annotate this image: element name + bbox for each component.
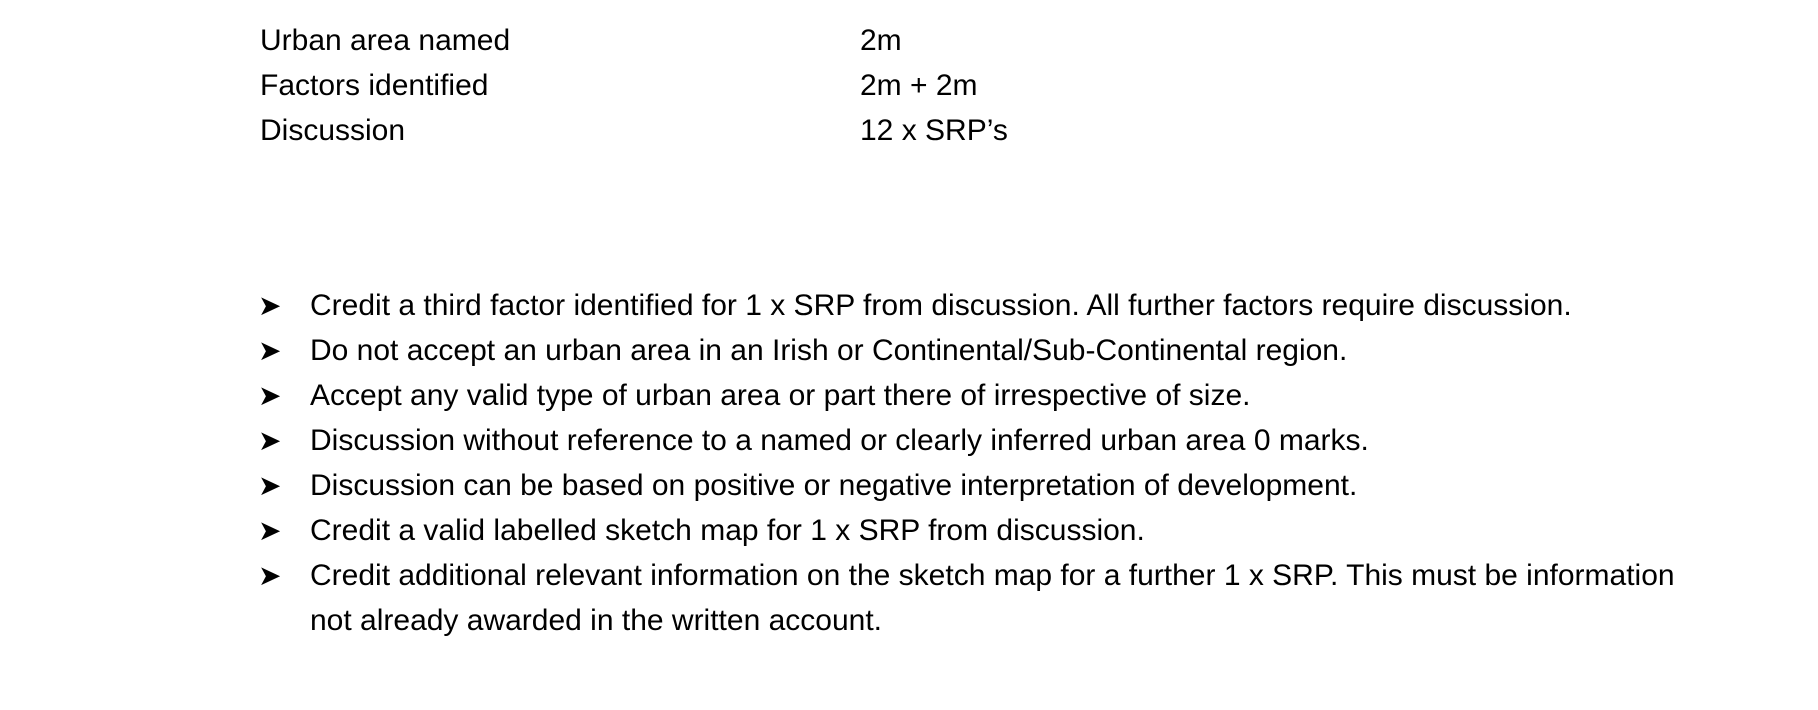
arrow-bullet-icon: ➤ — [258, 334, 282, 367]
list-item-text: Discussion without reference to a named or clearly inferred urban area 0 marks. — [310, 424, 1369, 457]
list-item-text: Do not accept an urban area in an Irish or Continental/Sub-Continental region. — [310, 334, 1348, 367]
list-item — [258, 328, 1678, 373]
arrow-bullet-icon: ➤ — [258, 514, 282, 547]
criterion-marks: 2m + 2m — [860, 69, 978, 102]
list-item — [258, 418, 1678, 463]
table-row — [260, 108, 1160, 153]
arrow-bullet-icon: ➤ — [258, 379, 282, 412]
criterion-label: Discussion — [260, 114, 406, 147]
notes-bullet-list — [258, 283, 1678, 643]
arrow-bullet-icon: ➤ — [258, 424, 282, 457]
table-row — [260, 63, 1160, 108]
criterion-marks: 2m — [860, 24, 902, 57]
list-item-text: Credit a third factor identified for 1 x SRP from discussion. All further factors require discussion. — [310, 289, 1572, 322]
list-item — [258, 508, 1678, 553]
list-item — [258, 373, 1678, 418]
arrow-bullet-icon: ➤ — [258, 559, 282, 592]
table-row — [260, 18, 1160, 63]
list-item — [258, 553, 1678, 643]
list-item-text: Accept any valid type of urban area or part there of irrespective of size. — [310, 379, 1251, 412]
list-item — [258, 283, 1678, 328]
arrow-bullet-icon: ➤ — [258, 469, 282, 502]
criterion-label: Factors identified — [260, 69, 489, 102]
list-item — [258, 463, 1678, 508]
criterion-marks: 12 x SRP’s — [860, 114, 1008, 147]
list-item-text: Credit a valid labelled sketch map for 1 x SRP from discussion. — [310, 514, 1145, 547]
list-item-text: Discussion can be based on positive or negative interpretation of development. — [310, 469, 1358, 502]
list-item-text: Credit additional relevant information on the sketch map for a further 1 x SRP. This must be information not already awarded in the written account. — [310, 559, 1675, 637]
criterion-label: Urban area named — [260, 24, 511, 57]
marking-scheme-table — [260, 18, 1160, 153]
arrow-bullet-icon: ➤ — [258, 289, 282, 322]
